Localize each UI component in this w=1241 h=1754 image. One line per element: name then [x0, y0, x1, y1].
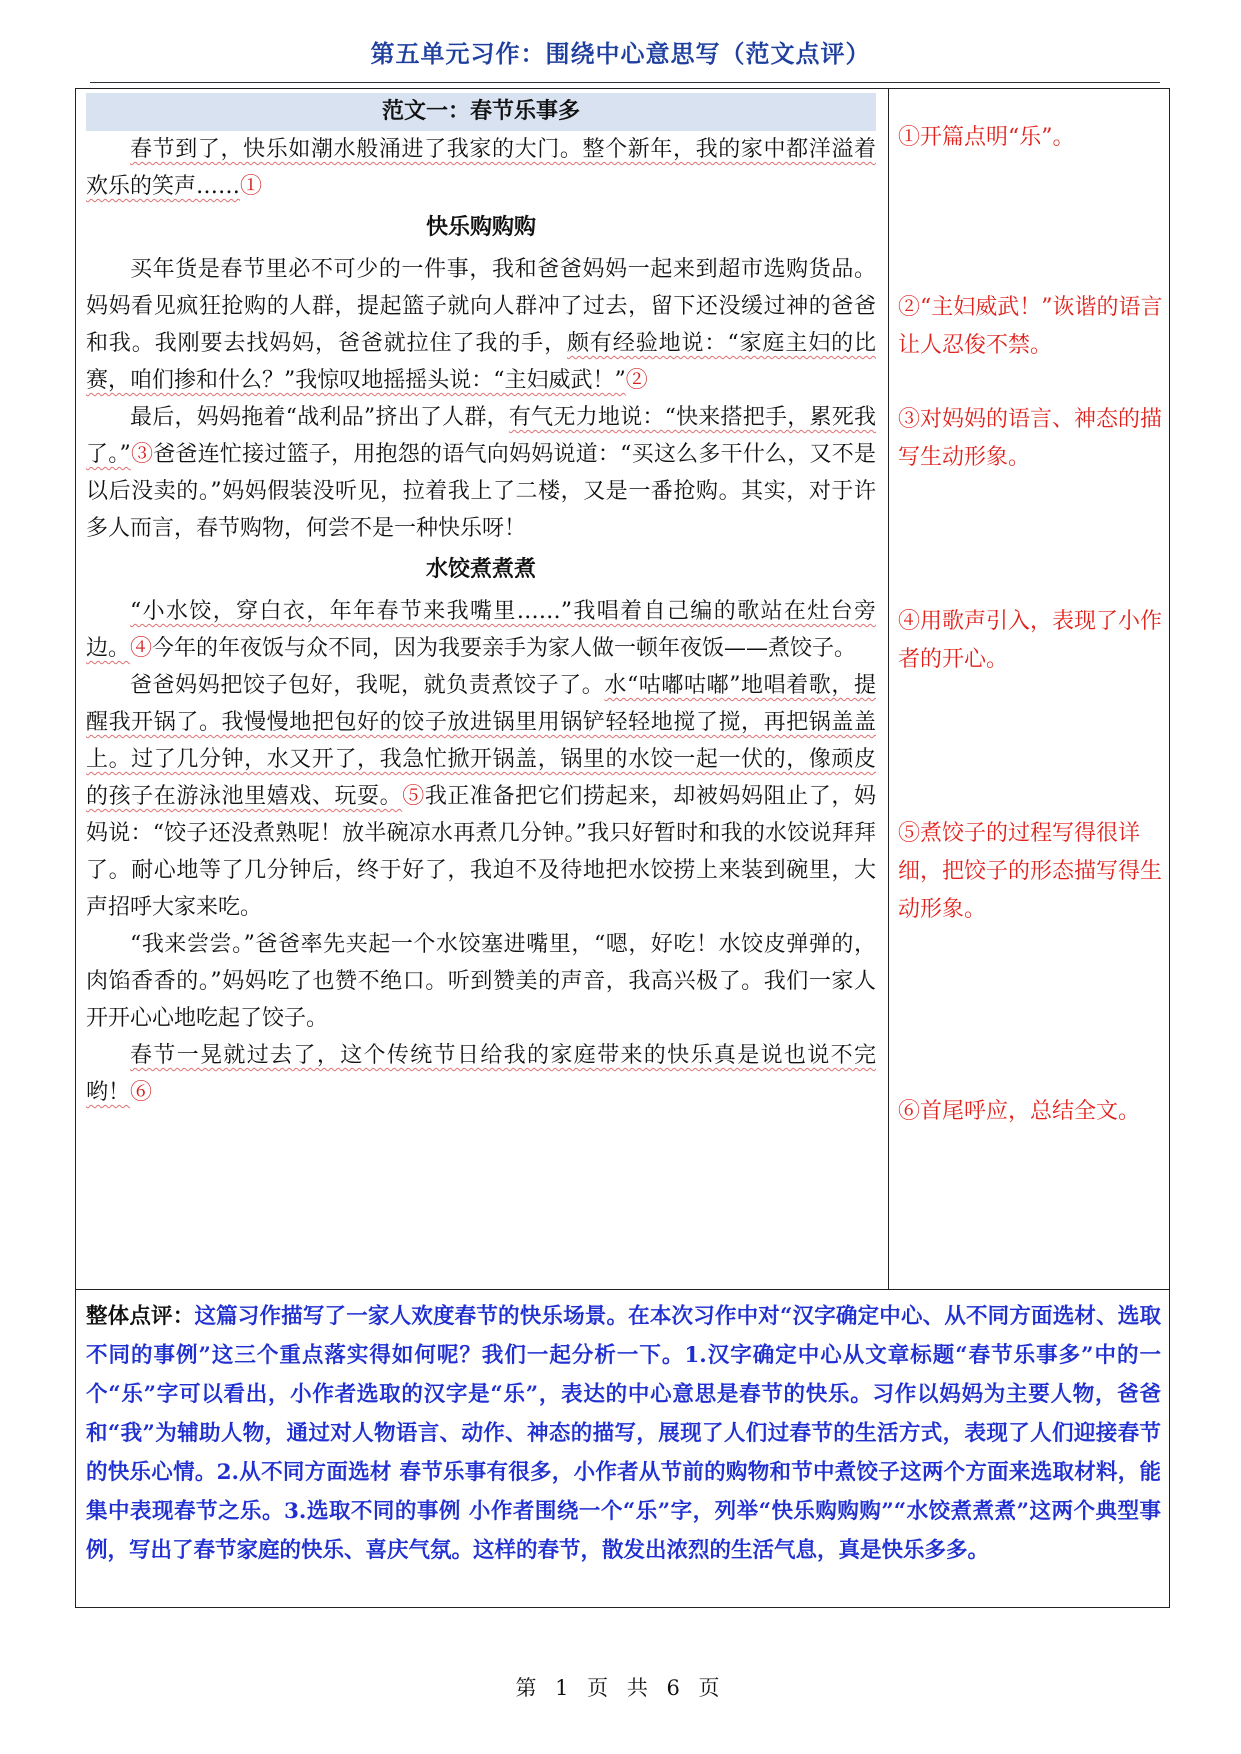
paragraph-text: 爸爸连忙接过篮子，用抱怨的语气向妈妈说道：“买这么多干什么，又不是以后没卖的。”妈妈假装没听见，拉着我上了二楼，又是一番抢购。其实，对于许多人而言，春节购物，何尝不是一种快乐呀！ [86, 442, 876, 541]
annotation-marker: ④ [130, 636, 153, 661]
comment-note: ⑤煮饺子的过程写得很详细，把饺子的形态描写得生动形象。 [898, 821, 1163, 922]
page-title: 第五单元习作：围绕中心意思写（范文点评） [370, 40, 871, 68]
paragraph: “我来尝尝。”爸爸率先夹起一个水饺塞进嘴里，“嗯，好吃！水饺皮弹弹的，肉馅香香的。”妈妈吃了也赞不绝口。听到赞美的声音，我高兴极了。我们一家人开开心心地吃起了饺子。 [86, 932, 876, 1031]
essay-title: 范文一：春节乐事多 [86, 93, 876, 131]
comment-note: ②“主妇威武！”诙谐的语言让人忍俊不禁。 [898, 295, 1163, 358]
paragraph [86, 1037, 876, 1111]
essay-table [75, 88, 1170, 1608]
underlined-text: 水“咕嘟咕嘟”地唱着歌，提醒我开锅了。我慢慢地把包好的饺子放进锅里用锅铲轻轻地搅了搅，再把锅盖盖上。过了几分钟，水又开了，我急忙掀开锅盖，锅里的水饺一起一伏的，像顽皮的孩子在游泳池里嬉戏、玩耍。 [86, 673, 876, 809]
essay-intro [86, 131, 876, 205]
essay-column [86, 89, 876, 1111]
underlined-text: 春节一晃就过去了，这个传统节日给我的家庭带来的快乐真是说也说不完哟！ [86, 1043, 876, 1105]
underlined-text: “小水饺，穿白衣，年年春节来我嘴里……”我唱着自己编的歌站在灶台旁边。 [86, 599, 876, 661]
column-divider [888, 89, 889, 1289]
underlined-text: 春节到了，快乐如潮水般涌进了我家的大门。整个新年，我的家中都洋溢着欢乐的笑声…… [86, 137, 876, 199]
paragraph-text: 爸爸妈妈把饺子包好，我呢，就负责煮饺子了。 [130, 673, 605, 698]
comment-note: ⑥首尾呼应，总结全文。 [898, 1099, 1141, 1124]
review-text: 这篇习作描写了一家人欢度春节的快乐场景。在本次习作中对“汉字确定中心、从不同方面选材、选取不同的事例”这三个重点落实得如何呢？我们一起分析一下。1.汉字确定中心从文章标题“春节乐事多”中的一个“乐”字可以看出，小作者选取的汉字是“乐”，表达的中心意思是春节的快乐。习作以妈妈为主要人物，爸爸和“我”为辅助人物，通过对人物语言、动作、神态的描写，展现了人们过春节的生活方式，表现了人们迎接春节的快乐心情。2.从不同方面选材 春节乐事有很多，小作者从节前的购物和节中煮饺子这两个方面来选取材料，能集中表现春节之乐。3.选取不同的事例 小作者围绕一个“乐”字，列举“快乐购购购”“水饺煮煮煮”这两个典型事例，写出了春节家庭的快乐、喜庆气氛。这样的春节，散发出浓烈的生活气息，真是快乐多多。 [86, 1304, 1161, 1563]
annotation-marker: ⑤ [402, 784, 425, 809]
comment-note: ④用歌声引入，表现了小作者的开心。 [898, 609, 1163, 672]
annotation-marker: ① [240, 174, 263, 199]
comment-note: ①开篇点明“乐”。 [898, 125, 1075, 150]
section-title: 水饺煮煮煮 [425, 557, 536, 582]
paragraph-text: 我正准备把它们捞起来，却被妈妈阻止了，妈妈说：“饺子还没煮熟呢！放半碗凉水再煮几分钟。”我只好暂时和我的水饺说拜拜了。耐心地等了几分钟后，终于好了，我迫不及待地把水饺捞上来装到碗里，大声招呼大家来吃。 [86, 784, 876, 920]
paragraph [86, 667, 876, 926]
paragraph [86, 251, 876, 399]
paragraph [86, 593, 876, 667]
paragraph [86, 399, 876, 547]
comment-note: ③对妈妈的语言、神态的描写生动形象。 [898, 407, 1163, 470]
annotation-marker: ⑥ [130, 1080, 153, 1105]
paragraph-text: 买年货是春节里必不可少的一件事，我和爸爸妈妈一起来到超市选购货品。妈妈看见疯狂抢购的人群，提起篮子就向人群冲了过去，留下还没缓过神的爸爸和我。我刚要去找妈妈，爸爸就拉住了我的手， [86, 257, 876, 356]
review-label: 整体点评： [86, 1304, 195, 1329]
annotation-marker: ② [625, 368, 648, 393]
paragraph-text: 今年的年夜饭与众不同，因为我要亲手为家人做一顿年夜饭——煮饺子。 [152, 636, 857, 661]
overall-review [86, 1297, 1161, 1570]
section-title: 快乐购购购 [425, 215, 536, 240]
paragraph-text: 最后，妈妈拖着“战利品”挤出了人群， [130, 405, 509, 430]
row-divider [76, 1289, 1169, 1290]
annotation-marker: ③ [130, 442, 154, 467]
header-divider [90, 82, 1160, 83]
underlined-text: 有气无力地说：“快来搭把手，累死我了。” [86, 405, 877, 467]
underlined-text: 颇有经验地说：“家庭主妇的比赛，咱们掺和什么？”我惊叹地摇摇头说：“主妇威武！” [86, 331, 876, 393]
page-number: 第 1 页 共 6 页 [515, 1676, 726, 1700]
